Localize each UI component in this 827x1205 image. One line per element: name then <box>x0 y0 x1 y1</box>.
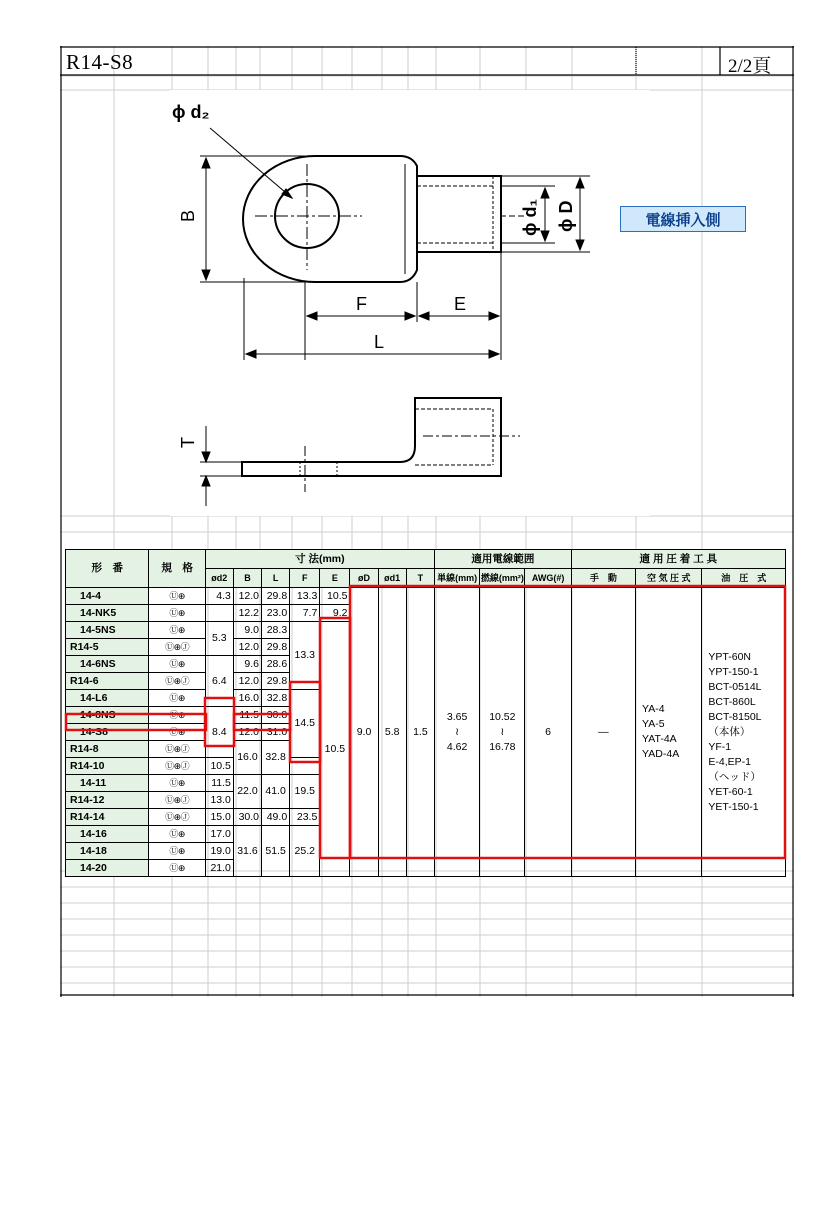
b-cell: 12.0 <box>233 588 261 605</box>
d-cell: 9.0 <box>350 588 378 877</box>
model-cell: 14-4 <box>66 588 149 605</box>
d2-cell: 8.4 <box>205 707 233 758</box>
e-cell: 9.2 <box>320 605 350 622</box>
header-e: E <box>320 569 350 588</box>
standard-marks: Ⓤ⊕Ⓙ <box>149 639 205 656</box>
model-cell: R14-6 <box>66 673 149 690</box>
label-l: L <box>374 332 385 352</box>
hydraulic-tools <box>702 588 786 877</box>
header-wire-range: 適用電線範囲 <box>434 550 571 569</box>
standard-marks: Ⓤ⊕Ⓙ <box>149 809 205 826</box>
f-cell: 19.5 <box>290 775 320 809</box>
terminal-side-view <box>242 398 501 476</box>
terminal-drawing <box>60 46 794 516</box>
d2-cell: 19.0 <box>205 843 233 860</box>
standard-marks: Ⓤ⊕Ⓙ <box>149 758 205 775</box>
l-cell: 29.8 <box>262 588 290 605</box>
header-t: T <box>406 569 434 588</box>
d1-cell: 5.8 <box>378 588 406 877</box>
single-wire-range <box>434 588 479 877</box>
b-cell: 31.6 <box>233 826 261 877</box>
f-cell: 25.2 <box>290 826 320 877</box>
stranded-wire-min: 10.52 <box>489 710 516 723</box>
model-cell: R14-8 <box>66 741 149 758</box>
model-cell: 14-16 <box>66 826 149 843</box>
header-awg: AWG(#) <box>525 569 571 588</box>
header-l: L <box>262 569 290 588</box>
d2-cell: 5.3 <box>205 622 233 656</box>
standard-marks: Ⓤ⊕ <box>149 775 205 792</box>
header-d: øD <box>350 569 378 588</box>
l-cell: 29.8 <box>262 673 290 690</box>
stranded-wire-max: 16.78 <box>489 740 516 753</box>
tool-item: BCT-860L <box>708 695 756 708</box>
f-cell: 23.5 <box>290 809 320 826</box>
standard-marks: Ⓤ⊕Ⓙ <box>149 792 205 809</box>
header-standard: 規 格 <box>149 550 205 588</box>
stranded-wire-range <box>480 588 525 877</box>
l-cell: 28.3 <box>262 622 290 639</box>
b-cell: 22.0 <box>233 775 261 809</box>
standard-marks: Ⓤ⊕ <box>149 690 205 707</box>
tool-item: BCT-8150L <box>708 710 762 723</box>
tool-item: （本体） <box>708 725 751 738</box>
f-cell: 14.5 <box>290 690 320 758</box>
l-cell: 29.8 <box>262 639 290 656</box>
standard-marks: Ⓤ⊕ <box>149 605 205 622</box>
model-cell: 14-S8 <box>66 724 149 741</box>
model-cell: 14-6NS <box>66 656 149 673</box>
b-cell: 9.0 <box>233 622 261 639</box>
table-row <box>66 588 786 605</box>
header-model: 形 番 <box>66 550 149 588</box>
tool-item: YA-4 <box>642 703 665 715</box>
label-t: T <box>178 437 198 448</box>
b-cell: 16.0 <box>233 741 261 775</box>
spreadsheet-page <box>60 46 794 997</box>
model-cell: 14-8NS <box>66 707 149 724</box>
stranded-wire-tilde: ≀ <box>500 725 505 738</box>
l-cell: 31.0 <box>262 724 290 741</box>
standard-marks: Ⓤ⊕Ⓙ <box>149 741 205 758</box>
standard-marks: Ⓤ⊕ <box>149 724 205 741</box>
tool-item: YAT-4A <box>642 733 677 745</box>
b-cell: 12.0 <box>233 673 261 690</box>
model-cell: R14-10 <box>66 758 149 775</box>
standard-marks: Ⓤ⊕ <box>149 860 205 877</box>
model-cell: 14-L6 <box>66 690 149 707</box>
f-cell: 13.3 <box>290 622 320 690</box>
tool-item: YA-5 <box>642 718 665 730</box>
page-title: R14-S8 <box>66 50 134 74</box>
l-cell: 30.8 <box>262 707 290 724</box>
b-cell: 11.5 <box>233 707 261 724</box>
label-phi-d: ϕ D <box>556 200 576 232</box>
e-cell: 10.5 <box>320 622 350 877</box>
standard-marks: Ⓤ⊕ <box>149 622 205 639</box>
b-cell: 12.0 <box>233 724 261 741</box>
header-f: F <box>290 569 320 588</box>
d2-cell: 13.0 <box>205 792 233 809</box>
model-cell: 14-NK5 <box>66 605 149 622</box>
standard-marks: Ⓤ⊕ <box>149 707 205 724</box>
spec-table <box>65 549 786 877</box>
tool-item: YET-60-1 <box>708 785 753 798</box>
tool-item: YET-150-1 <box>708 800 759 813</box>
d2-cell <box>205 605 233 622</box>
model-cell: 14-5NS <box>66 622 149 639</box>
header-single-wire: 単線(mm) <box>434 569 479 588</box>
pneumatic-tools <box>636 588 702 877</box>
b-cell: 9.6 <box>233 656 261 673</box>
standard-marks: Ⓤ⊕ <box>149 656 205 673</box>
single-wire-min: 3.65 <box>446 710 468 723</box>
header-manual: 手 動 <box>571 569 635 588</box>
model-cell: R14-12 <box>66 792 149 809</box>
tool-item: YF-1 <box>708 740 732 753</box>
l-cell: 41.0 <box>262 775 290 809</box>
d2-cell: 6.4 <box>205 656 233 707</box>
label-phi-d1: ϕ d₁ <box>520 199 540 236</box>
b-cell: 16.0 <box>233 690 261 707</box>
wire-insertion-side-label: 電線挿入側 <box>620 206 746 232</box>
model-cell: 14-11 <box>66 775 149 792</box>
header-dimensions: 寸 法(mm) <box>205 550 434 569</box>
awg-cell: 6 <box>525 588 571 877</box>
tool-item: YAD-4A <box>642 748 680 760</box>
header-d1: ød1 <box>378 569 406 588</box>
header-tools: 適 用 圧 着 工 具 <box>571 550 785 569</box>
terminal-barrel <box>417 176 501 252</box>
tool-item: E-4,EP-1 <box>708 755 751 768</box>
standard-marks: Ⓤ⊕ <box>149 843 205 860</box>
standard-marks: Ⓤ⊕Ⓙ <box>149 673 205 690</box>
label-e: E <box>454 294 467 314</box>
header-pneumatic: 空 気 圧 式 <box>636 569 702 588</box>
d2-cell: 21.0 <box>205 860 233 877</box>
t-cell: 1.5 <box>406 588 434 877</box>
label-b: B <box>178 209 198 222</box>
f-cell <box>290 758 320 775</box>
b-cell: 30.0 <box>233 809 261 826</box>
model-cell: 14-18 <box>66 843 149 860</box>
page-number: 2/2頁 <box>728 56 772 77</box>
d2-cell: 11.5 <box>205 775 233 792</box>
l-cell: 23.0 <box>262 605 290 622</box>
standard-marks: Ⓤ⊕ <box>149 826 205 843</box>
b-cell: 12.0 <box>233 639 261 656</box>
standard-marks: Ⓤ⊕ <box>149 588 205 605</box>
header-d2: ød2 <box>205 569 233 588</box>
header-stranded-wire: 撚線(mm²) <box>480 569 525 588</box>
tool-item: YPT-60N <box>708 650 751 663</box>
d2-cell: 15.0 <box>205 809 233 826</box>
b-cell: 12.2 <box>233 605 261 622</box>
f-cell: 13.3 <box>290 588 320 605</box>
l-cell: 32.8 <box>262 690 290 707</box>
tool-item: BCT-0514L <box>708 680 762 693</box>
e-cell: 10.5 <box>320 588 350 605</box>
header-b: B <box>233 569 261 588</box>
model-cell: R14-14 <box>66 809 149 826</box>
model-cell: R14-5 <box>66 639 149 656</box>
header-hydraulic: 油 圧 式 <box>702 569 786 588</box>
manual-tool-cell: — <box>571 588 635 877</box>
l-cell: 32.8 <box>262 741 290 775</box>
model-cell: 14-20 <box>66 860 149 877</box>
tool-item: YPT-150-1 <box>708 665 759 678</box>
l-cell: 28.6 <box>262 656 290 673</box>
d2-cell: 4.3 <box>205 588 233 605</box>
terminal-ring-outline <box>243 156 417 282</box>
tool-item: （ヘッド） <box>708 770 761 783</box>
l-cell: 51.5 <box>262 826 290 877</box>
d2-cell: 17.0 <box>205 826 233 843</box>
label-phi-d2: ϕ d₂ <box>172 102 210 122</box>
d2-cell: 10.5 <box>205 758 233 775</box>
single-wire-max: 4.62 <box>446 740 468 753</box>
l-cell: 49.0 <box>262 809 290 826</box>
label-f: F <box>356 294 367 314</box>
f-cell: 7.7 <box>290 605 320 622</box>
single-wire-tilde: ≀ <box>455 725 460 738</box>
